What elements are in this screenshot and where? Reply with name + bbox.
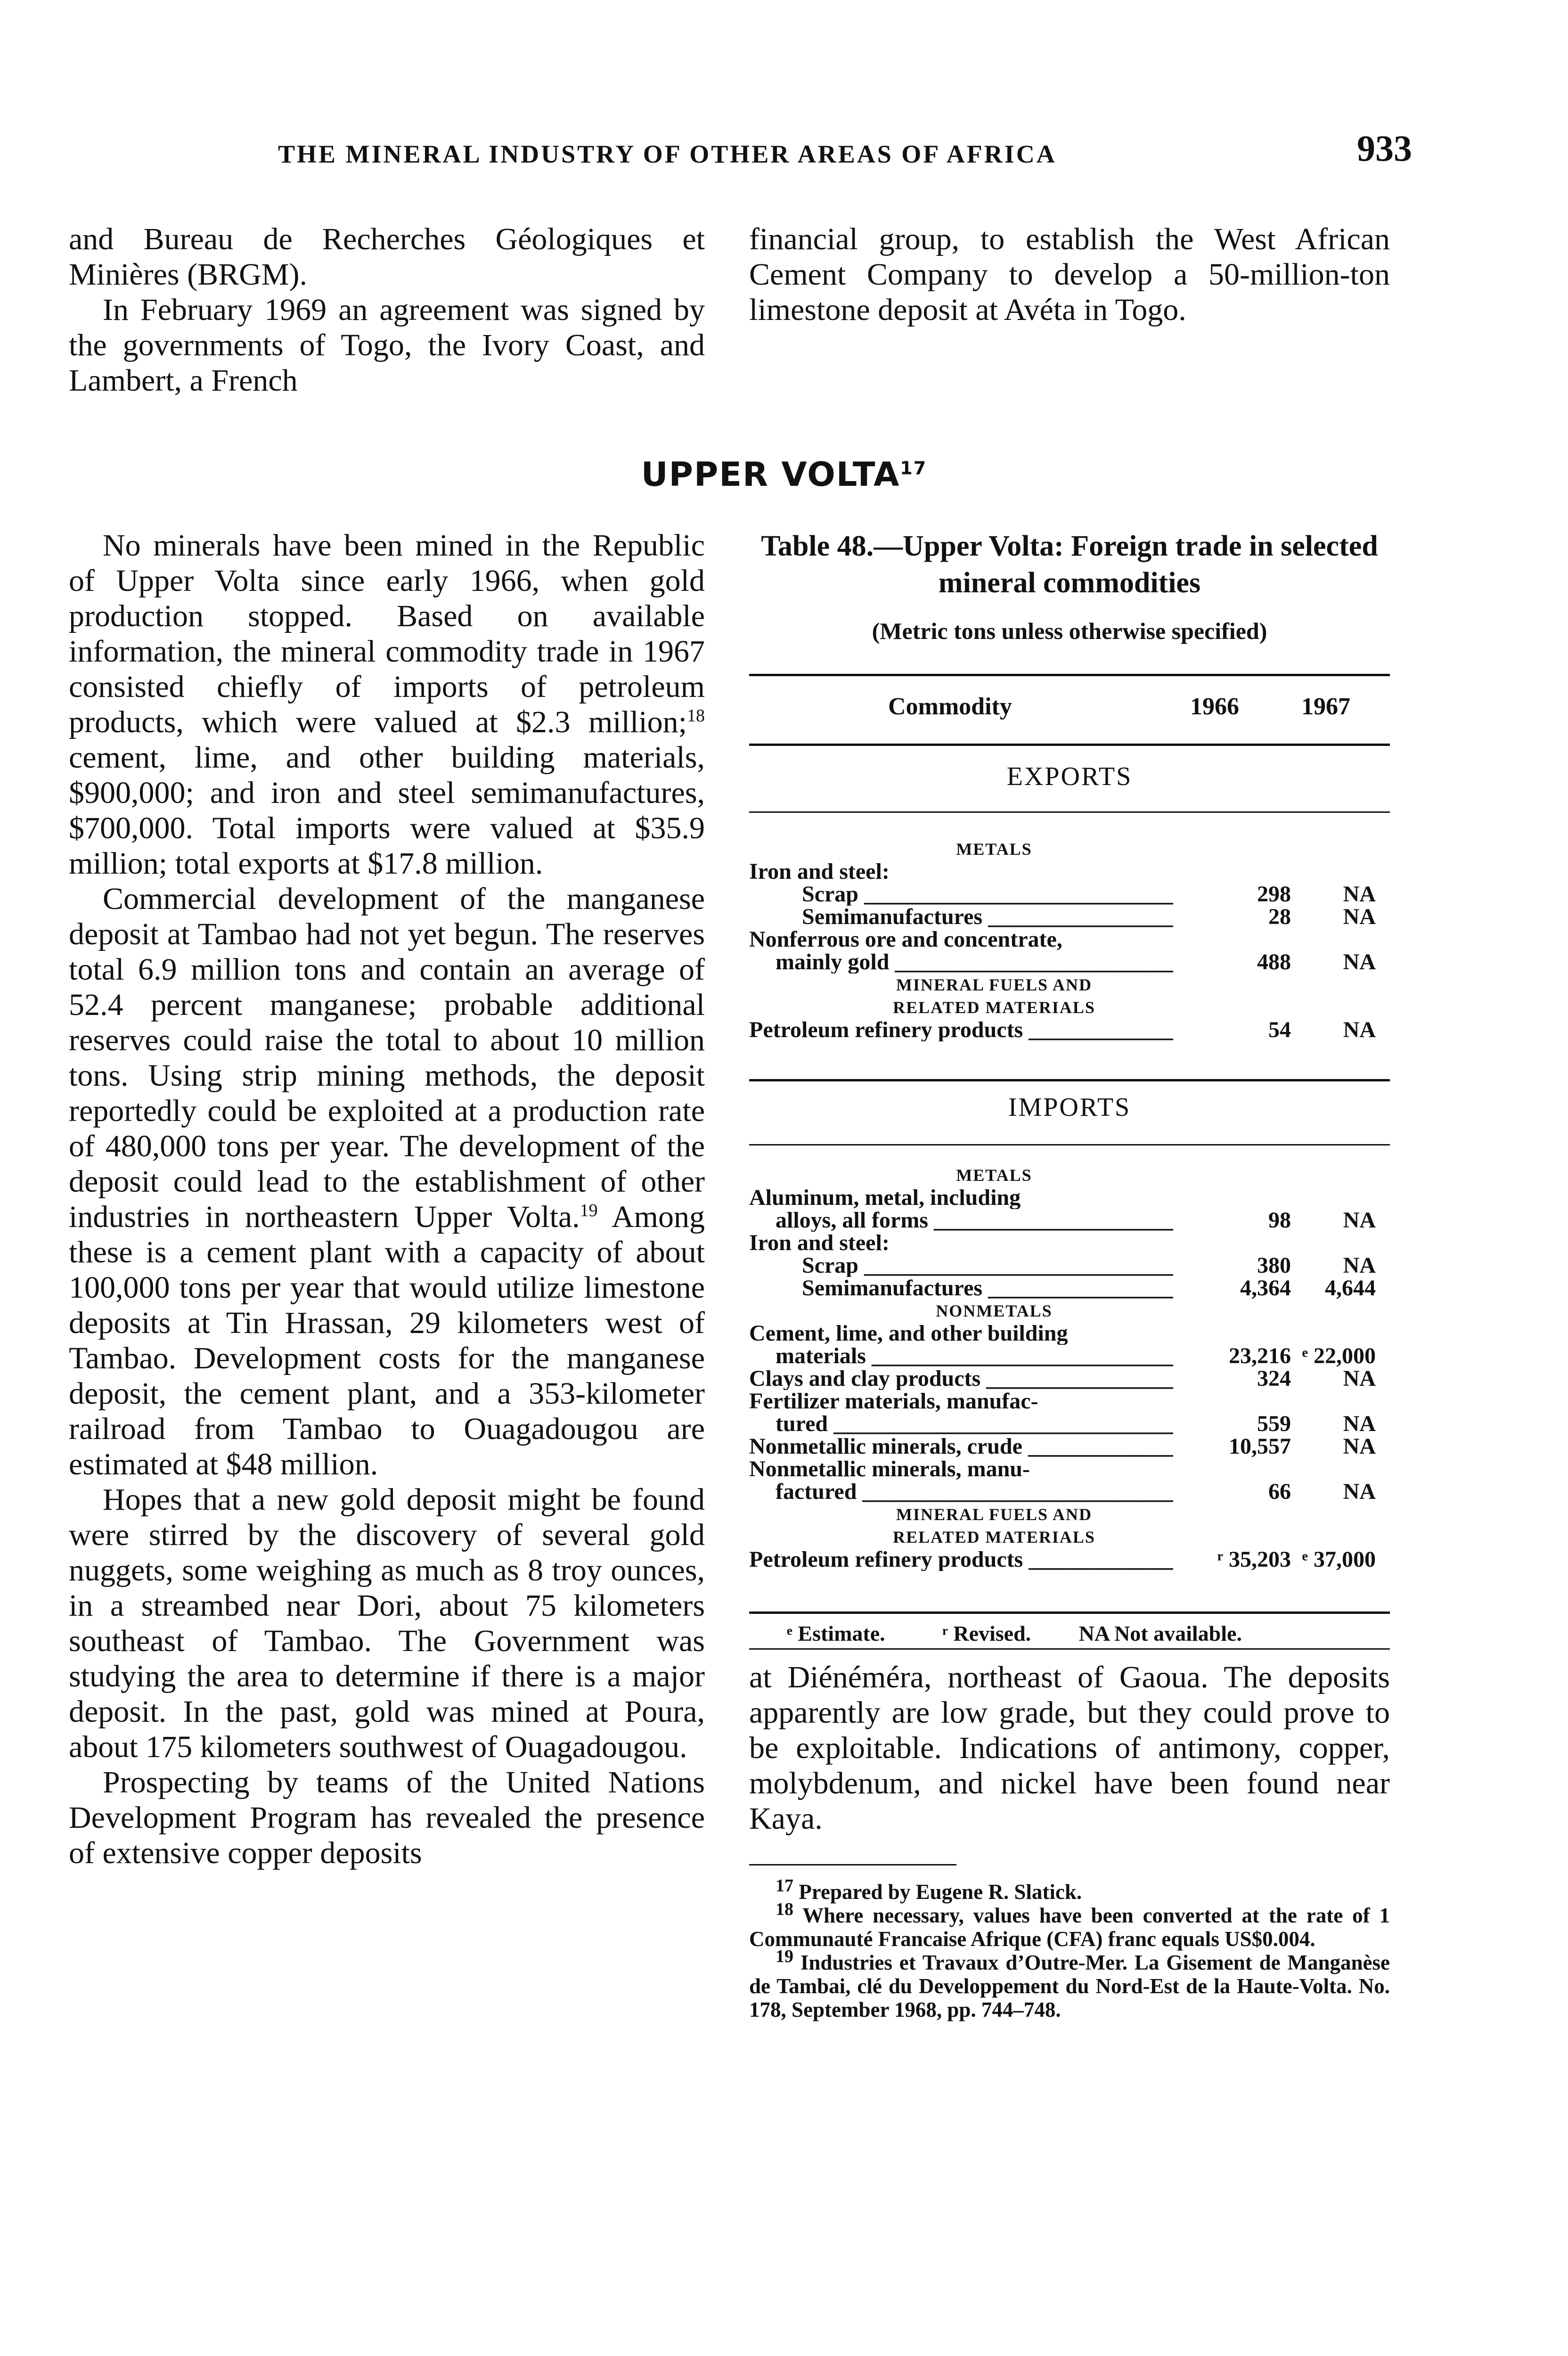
running-title: THE MINERAL INDUSTRY OF OTHER AREAS OF AFRICA (278, 140, 1057, 168)
footnote-ref-18: 18 (687, 706, 705, 726)
table-row (749, 1548, 1390, 1571)
value-1966: 298 (1257, 882, 1291, 907)
value-1966: 98 (1268, 1208, 1291, 1233)
table-row (749, 1413, 1390, 1435)
value-1966: 4,364 (1240, 1276, 1291, 1301)
legend-na: NA Not available. (1078, 1621, 1242, 1645)
table-row (749, 906, 1390, 928)
imports-label: IMPORTS (1008, 1093, 1131, 1122)
table-row (749, 1435, 1390, 1458)
paragraph-dienemera: at Diénéméra, northeast of Gaoua. The deposits apparently are low grade, but they could prove to be exploitable. Indications of antimony, copper, molybdenum, and nickel have been found near Kaya. (749, 1660, 1390, 1836)
body-right-column (749, 1660, 1390, 1836)
row-label: Cement, lime, and other building (749, 1322, 1068, 1345)
table-row (749, 1322, 1390, 1345)
value-1966: 488 (1257, 949, 1291, 974)
value-1966: ʳ 35,203 (1217, 1547, 1291, 1572)
legend-estimate: ᵉ Estimate. (787, 1621, 885, 1645)
value-1966: 324 (1257, 1366, 1291, 1391)
row-label: Nonmetallic minerals, crude _____ (749, 1435, 1173, 1458)
value-1967: NA (1343, 1366, 1376, 1391)
row-label: tured _____ (776, 1413, 1173, 1435)
table-row (749, 1019, 1390, 1041)
value-1967: ᵉ 22,000 (1302, 1343, 1376, 1368)
table-subheading: MINERAL FUELS AND (896, 1505, 1093, 1524)
paragraph-trade: No minerals have been mined in the Republic of Upper Volta since early 1966, when gold production stopped. Based on available information, the mineral commodity trade in 1967 consisted chiefly of imports of petroleum products, which were valued at $2.3 million;$^{18}$ cement, lime, and other building materials, $900,000; and iron and steel semimanufactures, $700,000. Total imports were valued at $35.9 million; total exports at $17.8 million. (69, 528, 705, 881)
value-1966: 54 (1268, 1017, 1291, 1042)
value-1967: NA (1343, 882, 1376, 907)
exports-label: EXPORTS (1006, 762, 1133, 791)
top-right-paragraph: financial group, to establish the West African Cement Company to develop a 50-million-ton limestone deposit at Avéta in Togo. (749, 222, 1390, 327)
row-label: Nonferrous ore and concentrate, (749, 928, 1062, 951)
row-label: Scrap _____ (802, 883, 1173, 906)
value-1967: NA (1343, 1017, 1376, 1042)
value-1967: ᵉ 37,000 (1302, 1547, 1376, 1572)
footnote-17: $^{17}$ Prepared by Eugene R. Slatick. (776, 1876, 1082, 1904)
col-header-commodity: Commodity (888, 693, 1012, 720)
row-label: Fertilizer materials, manufac- (749, 1390, 1038, 1413)
table-subtitle: (Metric tons unless otherwise specified) (872, 618, 1267, 644)
row-label: factured _____ (776, 1481, 1173, 1503)
value-1967: NA (1343, 1253, 1376, 1278)
table-row (749, 951, 1390, 973)
table-top-rule (749, 674, 1390, 676)
row-label: Scrap _____ (802, 1254, 1173, 1277)
value-1966: 66 (1268, 1479, 1291, 1504)
imports-rule (749, 1144, 1390, 1145)
table-row (749, 883, 1390, 906)
table-legend (754, 1621, 1385, 1646)
row-label: Semimanufactures _____ (802, 906, 1173, 928)
paragraph-copper: Prospecting by teams of the United Nations Development Program has revealed the presence of extensive copper deposits (69, 1765, 705, 1870)
row-label: Aluminum, metal, including (749, 1186, 1021, 1209)
footnote-rule (749, 1864, 956, 1865)
table-subheading: NONMETALS (936, 1301, 1053, 1320)
paragraph-gold: Hopes that a new gold deposit might be found were stirred by the discovery of several gold nuggets, some weighing as much as 8 troy ounces, in a streambed near Dori, about 75 kilometers southeast of Tambao. The Government was studying the area to determine if there is a major deposit. In the past, gold was mined at Poura, about 175 kilometers southwest of Ouagadougou. (69, 1482, 705, 1764)
table-row (749, 1254, 1390, 1277)
footnote-19: $^{19}$ Industries et Travaux d’Outre-Mer. La Gisement de Manganèse de Tambai, clé du Developpement du Nord-Est de la Haute-Volta. No. 178, September 1968, pp. 744–748. (749, 1947, 1390, 2021)
row-label: Clays and clay products _____ (749, 1367, 1173, 1390)
value-1967: NA (1343, 949, 1376, 974)
table-row (749, 1367, 1390, 1390)
top-left-column (69, 221, 705, 398)
section-footnote-ref: 17 (900, 458, 927, 479)
table-row (749, 860, 1390, 883)
row-label: mainly gold _____ (776, 951, 1173, 973)
value-1967: NA (1343, 1411, 1376, 1436)
row-label: Semimanufactures _____ (802, 1277, 1173, 1300)
value-1966: 23,216 (1229, 1343, 1291, 1368)
footnote-18: $^{18}$ Where necessary, values have been converted at the rate of 1 Communauté Francaise Afrique (CFA) franc equals US$0.004. (749, 1899, 1390, 1951)
table-subheading: RELATED MATERIALS (893, 1528, 1095, 1546)
value-1967: NA (1343, 1208, 1376, 1233)
page-number: 933 (1357, 128, 1412, 169)
row-label: Iron and steel: (749, 860, 890, 883)
col-header-1966: 1966 (1190, 693, 1239, 720)
table-subheading: RELATED MATERIALS (893, 998, 1095, 1017)
table-row (749, 1277, 1390, 1300)
header-bottom-rule (749, 744, 1390, 746)
row-label: Iron and steel: (749, 1232, 890, 1254)
footnote-ref-19: 19 (580, 1201, 598, 1220)
table-row (749, 1458, 1390, 1481)
exports-rule (749, 811, 1390, 813)
paragraph-manganese: Commercial development of the manganese deposit at Tambao had not yet begun. The reserves total 6.9 million tons and contain an average of 52.4 percent manganese; probable additional reserves could raise the total to about 10 million tons. Using strip mining methods, the deposit reportedly could be exploited at a production rate of 480,000 tons per year. The development of the deposit could lead to the establishment of other industries in northeastern Upper Volta.$^{19}$ Among these is a cement plant with a capacity of about 100,000 tons per year that would utilize limestone deposits at Tin Hrassan, 29 kilometers west of Tambao. Development costs for the manganese deposit, the cement plant, and a 353-kilometer railroad from Tambao to Ouagadougou are estimated at $48 million. (69, 882, 705, 1481)
legend-revised: ʳ Revised. (942, 1621, 1031, 1645)
table-row (749, 1232, 1390, 1254)
value-1967: NA (1343, 904, 1376, 929)
footnotes (749, 1876, 1390, 2021)
value-1967: NA (1343, 1434, 1376, 1459)
value-1967: NA (1343, 1479, 1376, 1504)
table-subheading: METALS (956, 1166, 1032, 1185)
row-label: Petroleum refinery products _____ (749, 1548, 1173, 1571)
table-subheading: METALS (956, 840, 1032, 859)
row-label: materials _____ (776, 1345, 1173, 1367)
value-1966: 28 (1268, 904, 1291, 929)
table-title: Table 48.—Upper Volta: Foreign trade in selected mineral commodities (761, 530, 1378, 599)
value-1966: 10,557 (1229, 1434, 1291, 1459)
table-row (749, 1481, 1390, 1503)
table-row (749, 1345, 1390, 1367)
table-row (749, 1186, 1390, 1209)
table-row (749, 1390, 1390, 1413)
table-bottom-rule (749, 1612, 1390, 1614)
value-1967: 4,644 (1325, 1276, 1376, 1301)
table-row (749, 1209, 1390, 1232)
row-label: Nonmetallic minerals, manu- (749, 1458, 1030, 1481)
top-left-paragraph-2: In February 1969 an agreement was signed by the governments of Togo, the Ivory Coast, and Lambert, a French (69, 293, 705, 398)
top-right-column (749, 221, 1390, 327)
col-header-1967: 1967 (1301, 693, 1350, 720)
value-1966: 559 (1257, 1411, 1291, 1436)
row-label: alloys, all forms _____ (776, 1209, 1173, 1232)
imports-top-rule (749, 1079, 1390, 1081)
table-subheading: MINERAL FUELS AND (896, 975, 1093, 994)
body-left-column (69, 528, 705, 1871)
table-row (749, 928, 1390, 951)
value-1966: 380 (1257, 1253, 1291, 1278)
section-title: UPPER VOLTA (641, 455, 900, 494)
top-left-paragraph-1: and Bureau de Recherches Géologiques et Minières (BRGM). (69, 222, 705, 292)
legend-rule (749, 1648, 1390, 1650)
section-heading (0, 455, 1568, 494)
row-label: Petroleum refinery products _____ (749, 1019, 1173, 1041)
